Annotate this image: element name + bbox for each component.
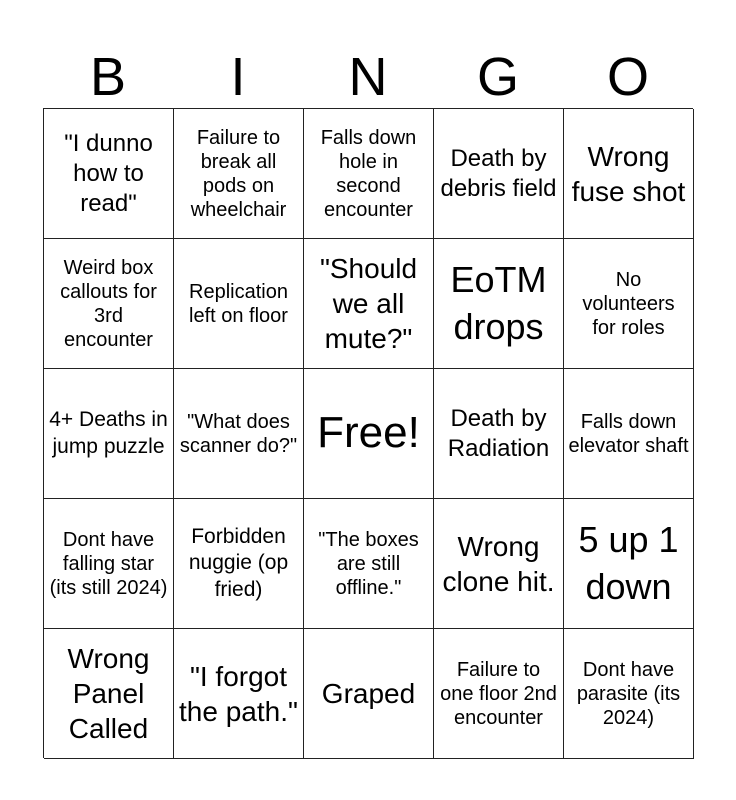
cell-text: 5 up 1 down (578, 518, 679, 607)
bingo-cell-r5c3[interactable] (304, 629, 434, 759)
bingo-cell-r1c5[interactable] (564, 109, 694, 239)
cell-text: EoTM drops (450, 258, 547, 347)
header-letter-o: O (606, 47, 649, 107)
header-letter-g: G (476, 47, 519, 107)
bingo-cell-r2c3[interactable] (304, 239, 434, 369)
cell-text: "What does scanner do?" (179, 410, 298, 457)
bingo-cell-r5c2[interactable] (174, 629, 304, 759)
cell-text: "I dunno how to read" (64, 129, 153, 217)
cell-text: 4+ Deaths in jump puzzle (49, 408, 168, 458)
bingo-board (43, 108, 693, 758)
bingo-cell-r1c4[interactable] (434, 109, 564, 239)
cell-text: No volunteers for roles (582, 268, 675, 339)
cell-text: Falls down hole in second encounter (320, 126, 417, 221)
bingo-cell-r4c1[interactable] (44, 499, 174, 629)
bingo-cell-r5c4[interactable] (434, 629, 564, 759)
bingo-cell-r4c3[interactable] (304, 499, 434, 629)
cell-text: Failure to break all pods on wheelchair (190, 126, 287, 221)
free-space-label: Free! (317, 408, 420, 458)
cell-text: "I forgot the path." (179, 660, 298, 727)
header-letter-b: B (89, 47, 127, 107)
bingo-cell-r1c2[interactable] (174, 109, 304, 239)
cell-text: Weird box callouts for 3rd encounter (60, 256, 157, 351)
bingo-cell-r5c1[interactable] (44, 629, 174, 759)
bingo-cell-r1c3[interactable] (304, 109, 434, 239)
cell-text: Falls down elevator shaft (568, 410, 689, 457)
bingo-cell-r1c1[interactable] (44, 109, 174, 239)
bingo-cell-r2c4[interactable] (434, 239, 564, 369)
bingo-cell-r2c1[interactable] (44, 239, 174, 369)
header-letter-n: N (348, 47, 388, 107)
cell-text: Wrong Panel Called (67, 643, 150, 744)
bingo-cell-r3c5[interactable] (564, 369, 694, 499)
cell-text: Forbidden nuggie (op fried) (188, 525, 289, 601)
bingo-cell-r4c5[interactable] (564, 499, 694, 629)
bingo-header (43, 46, 693, 108)
bingo-cell-r4c2[interactable] (174, 499, 304, 629)
cell-text: Dont have parasite (its 2024) (576, 658, 681, 729)
cell-text: Death by debris field (440, 144, 557, 202)
bingo-cell-r2c2[interactable] (174, 239, 304, 369)
cell-text: Graped (321, 678, 416, 709)
bingo-cell-free[interactable] (304, 369, 434, 499)
header-letter-i: I (230, 47, 246, 107)
cell-text: "The boxes are still offline." (318, 528, 419, 599)
bingo-cell-r3c1[interactable] (44, 369, 174, 499)
cell-text: Dont have falling star (its still 2024) (49, 528, 168, 599)
cell-text: "Should we all mute?" (319, 253, 418, 354)
bingo-cell-r3c2[interactable] (174, 369, 304, 499)
cell-text: Death by Radiation (447, 404, 550, 462)
cell-text: Wrong clone hit. (442, 530, 555, 597)
bingo-cell-r2c5[interactable] (564, 239, 694, 369)
cell-text: Wrong fuse shot (571, 140, 686, 207)
bingo-cell-r4c4[interactable] (434, 499, 564, 629)
cell-text: Failure to one floor 2nd encounter (440, 658, 557, 729)
bingo-cell-r5c5[interactable] (564, 629, 694, 759)
cell-text: Replication left on floor (189, 280, 288, 327)
bingo-cell-r3c4[interactable] (434, 369, 564, 499)
